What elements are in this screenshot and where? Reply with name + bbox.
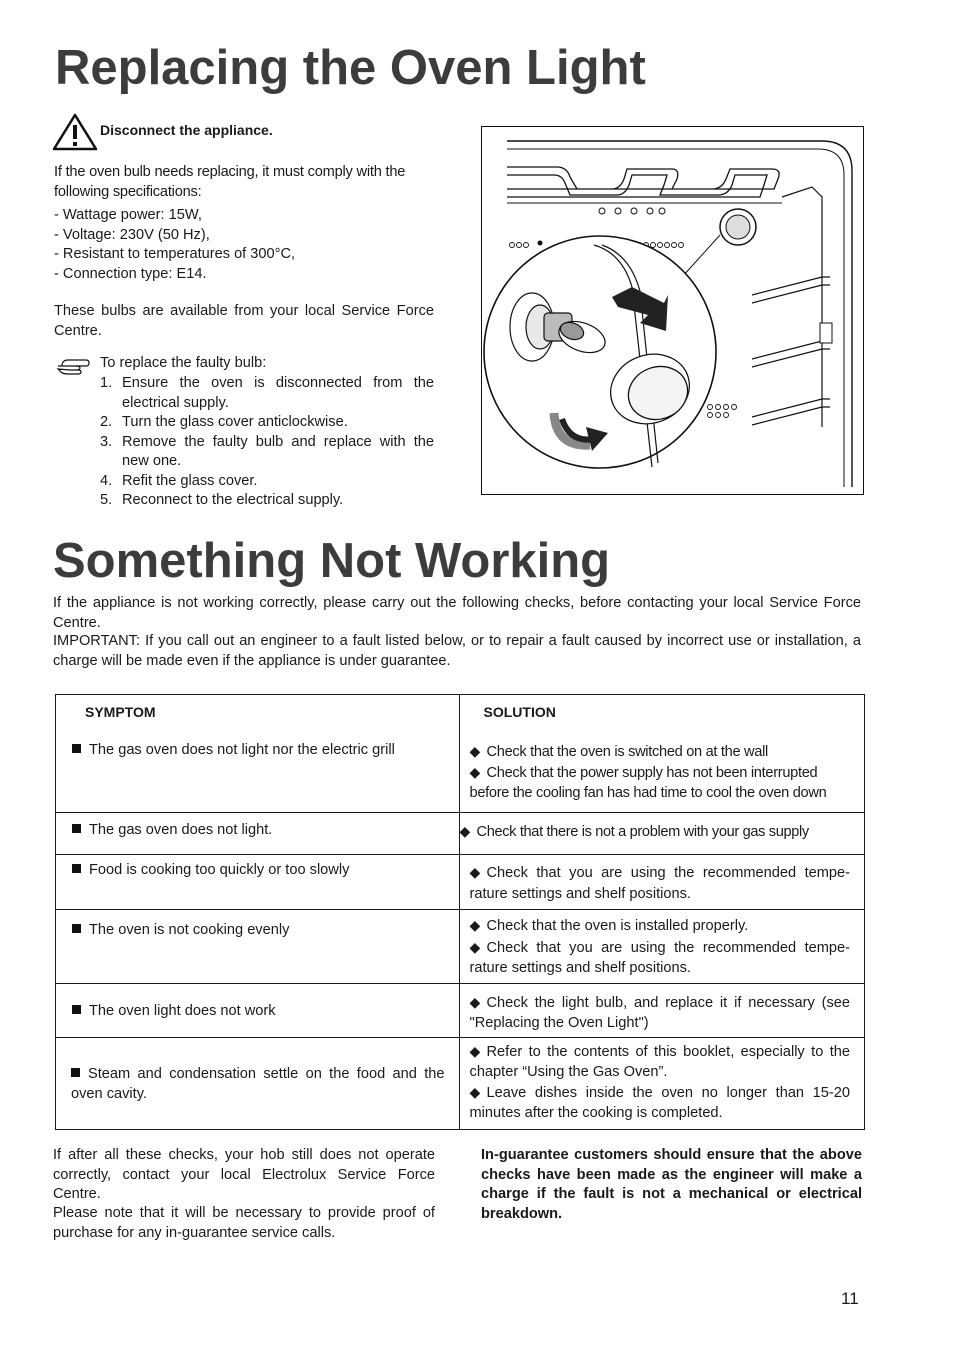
diamond-bullet-icon: ◆	[469, 864, 481, 880]
square-bullet-icon	[72, 924, 81, 933]
troubleshoot-important: IMPORTANT: If you call out an engineer to a fault listed below, or to repair a fault caused by incorrect use or installation, a charge will be made even if the appliance is under guarantee.	[53, 633, 861, 669]
spec-item: - Voltage: 230V (50 Hz),	[54, 226, 210, 243]
footer-proof-note: Please note that it will be necessary to provide proof of purchase for any in-guarantee service calls.	[53, 1205, 435, 1241]
solution-header: SOLUTION	[483, 704, 556, 720]
diamond-bullet-icon: ◆	[469, 743, 480, 759]
step-item: 1. Ensure the oven is disconnected from the electrical supply.	[100, 375, 434, 411]
steps-intro: To replace the faulty bulb:	[100, 355, 267, 371]
troubleshoot-intro: If the appliance is not working correctly, please carry out the following checks, before contacting your local Service Force Centre.	[53, 595, 861, 631]
solution-cell	[459, 695, 864, 813]
symptom-cell: The oven light does not work	[56, 983, 460, 1037]
symptom-cell: Food is cooking too quickly or too slowly	[56, 855, 460, 910]
page-number: 11	[841, 1289, 859, 1308]
solution-cell: ◆ Check that there is not a problem with your gas supply	[459, 813, 864, 855]
solution-cell: ◆ Check that you are using the recommended tempe-rature settings and shelf positions.	[459, 855, 864, 910]
square-bullet-icon	[72, 824, 81, 833]
diamond-bullet-icon: ◆	[469, 993, 481, 1010]
spec-item: - Connection type: E14.	[54, 265, 207, 282]
square-bullet-icon	[72, 1005, 81, 1014]
symptom-header: SYMPTOM	[85, 704, 156, 720]
table-row	[56, 983, 865, 1037]
diamond-bullet-icon: ◆	[469, 764, 480, 780]
bulb-availability: These bulbs are available from your local Service Force Centre.	[54, 303, 434, 339]
spec-list	[54, 206, 434, 284]
section-title-something-not-working: Something Not Working	[53, 534, 611, 588]
diamond-bullet-icon: ◆	[459, 823, 470, 839]
symptom-cell	[56, 695, 460, 813]
bulb-intro: If the oven bulb needs replacing, it must comply with the following specifications:	[54, 164, 406, 200]
step-item: 2. Turn the glass cover anticlockwise.	[100, 414, 348, 430]
table-row	[56, 1037, 865, 1129]
oven-light-illustration	[481, 126, 864, 495]
square-bullet-icon	[71, 1068, 80, 1077]
section-title-replacing-oven-light: Replacing the Oven Light	[55, 41, 646, 95]
table-row	[56, 855, 865, 910]
solution-cell: ◆ Check the light bulb, and replace it if necessary (see "Replacing the Oven Light")	[459, 983, 864, 1037]
solution-cell: ◆ Refer to the contents of this booklet, especially to the chapter “Using the Gas Oven”. ◆ Leave dishes inside the oven no longer than 15-20 minutes after the cooking is completed.	[459, 1037, 864, 1129]
step-item: 4. Refit the glass cover.	[100, 472, 258, 489]
diamond-bullet-icon: ◆	[469, 938, 481, 955]
step-item: 3. Remove the faulty bulb and replace with the new one.	[100, 433, 434, 469]
table-row	[56, 910, 865, 984]
warning-text: Disconnect the appliance.	[100, 122, 273, 138]
solution-text: ◆ Check that the oven is switched on at the wall ◆ Check that the power supply has not been interrupted before the cooling fan has had time to cool the oven down	[469, 743, 827, 801]
symptom-text: The gas oven does not light nor the electric grill	[56, 720, 459, 760]
table-row	[56, 695, 865, 813]
table-row	[56, 813, 865, 855]
troubleshoot-table	[55, 694, 865, 1130]
solution-cell: ◆ Check that the oven is installed properly. ◆ Check that you are using the recommended tempe-rature settings and shelf positions.	[459, 910, 864, 984]
diamond-bullet-icon: ◆	[469, 1083, 481, 1100]
pointing-hand-icon	[56, 356, 90, 383]
spec-item: - Wattage power: 15W,	[54, 207, 202, 223]
diamond-bullet-icon: ◆	[469, 917, 481, 933]
symptom-cell: The oven is not cooking evenly	[56, 910, 460, 984]
square-bullet-icon	[72, 744, 81, 753]
diamond-bullet-icon: ◆	[469, 1042, 481, 1059]
symptom-cell: The gas oven does not light.	[56, 813, 460, 855]
warning-icon	[52, 113, 98, 156]
square-bullet-icon	[72, 864, 81, 873]
symptom-cell: Steam and condensation settle on the food and the oven cavity.	[56, 1037, 460, 1129]
spec-item: - Resistant to temperatures of 300°C,	[54, 246, 296, 262]
guarantee-note: In-guarantee customers should ensure that the above checks have been made as the engineer will make a charge if the fault is not a mechanical or electrical breakdown.	[481, 1147, 862, 1222]
footer-advice: If after all these checks, your hob still does not operate correctly, contact your local Electrolux Service Force Centre.	[53, 1147, 435, 1202]
replace-steps-list	[100, 374, 434, 511]
step-item: 5. Reconnect to the electrical supply.	[100, 492, 344, 508]
